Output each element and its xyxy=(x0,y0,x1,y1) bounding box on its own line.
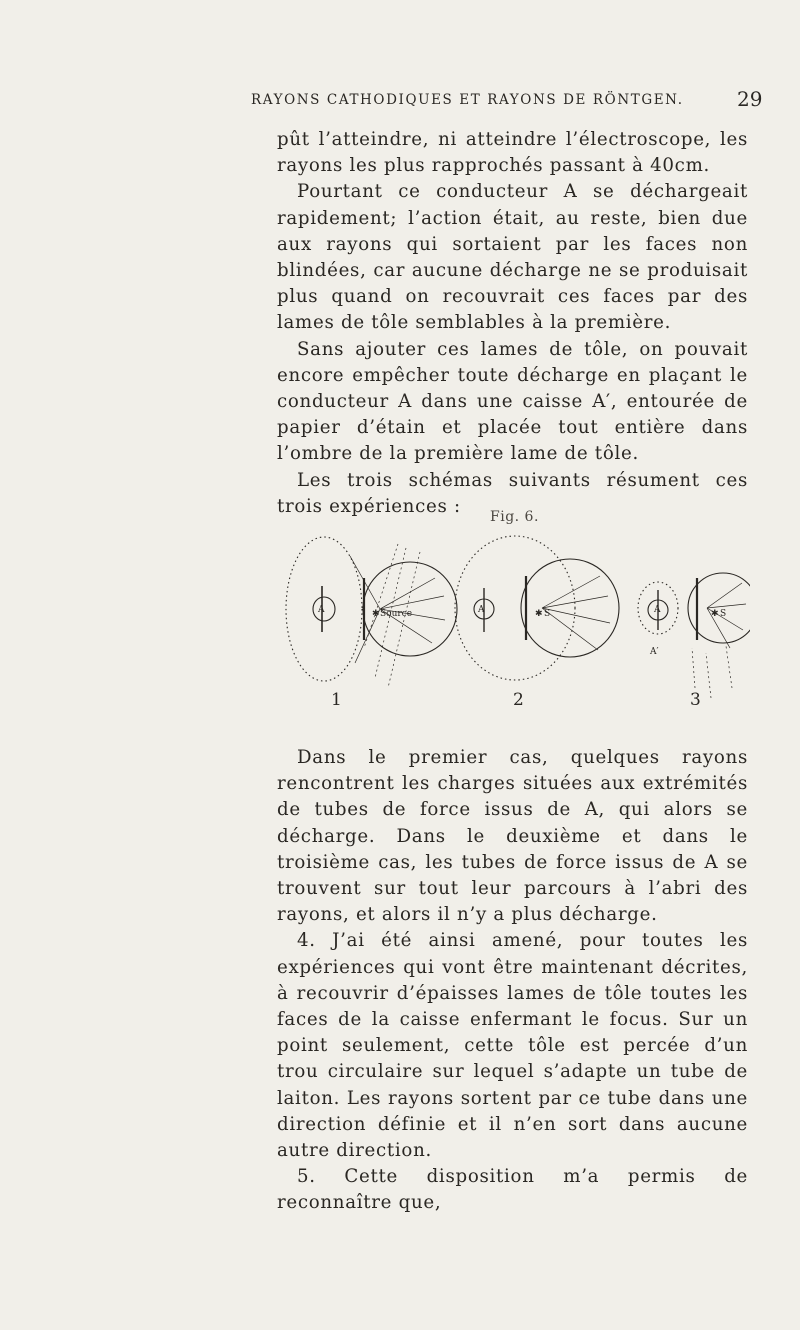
panel-3-label-a-prime: A′ xyxy=(650,647,659,657)
panel-2-ray-lines xyxy=(542,576,610,650)
panel-1-star-icon: ✱ xyxy=(372,609,380,619)
panel-1-label-a: A xyxy=(318,605,325,615)
panel-2-dotted-field xyxy=(455,536,575,680)
panel-1-label-source: Source xyxy=(380,609,413,619)
text-block-top xyxy=(277,127,748,520)
panel-2-star-icon: ✱ xyxy=(535,609,543,619)
panel-2-source-circle xyxy=(521,559,619,657)
paragraph-5: Dans le premier cas, quelques rayons rencontrent les charges situées aux extrémités de tubes de force issus de A, qui alors se décharge. Dans le deuxième et dans le troisième cas, les tubes de force issus de A se trouvent sur tout leur parcours à l’abri des rayons, et alors il n’y a plus décharge. xyxy=(277,747,748,926)
panel-2-label-a: A xyxy=(478,605,485,615)
page-number: 29 xyxy=(737,87,763,111)
paragraph-7: 5. Cette disposition m’a permis de reconnaître que, xyxy=(277,1166,748,1214)
panel-2-number: 2 xyxy=(513,690,524,710)
panel-3-star-icon: ✱ xyxy=(711,609,719,619)
panel-1-number: 1 xyxy=(331,690,342,710)
figure-6 xyxy=(280,528,750,738)
paragraph-2: Pourtant ce conducteur A se déchargeait rapidement; l’action était, au reste, bien due aux rayons qui sortaient par les faces non blindées, car aucune décharge ne se produisait plus quand on recouvrait ces faces par des lames de tôle semblables à la première. xyxy=(277,181,748,334)
panel-3-label-a: A xyxy=(654,605,661,615)
paragraph-1: pût l’atteindre, ni atteindre l’électroscope, les rayons les plus rapprochés passant à 40cm. xyxy=(277,129,748,177)
paragraph-3: Sans ajouter ces lames de tôle, on pouvait encore empêcher toute décharge en plaçant le conducteur A dans une caisse A′, entourée de papier d’étain et placée tout entière dans l’ombre de la première lame de tôle. xyxy=(277,338,748,465)
panel-3-label-s: S xyxy=(720,609,727,619)
panel-3-number: 3 xyxy=(690,690,701,710)
text-block-bottom xyxy=(277,745,748,1217)
paragraph-4: Les trois schémas suivants résument ces trois expériences : xyxy=(277,469,748,517)
paragraph-6: 4. J’ai été ainsi amené, pour toutes les expériences qui vont être maintenant décrites, à recouvrir d’épaisses lames de tôle toutes les faces de la caisse enfermant le focus. Sur un point seulement, cette tôle est percée d’un trou circulaire sur lequel s’adapte un tube de laiton. Les rayons sortent par ce tube dans une direction définie et il n’en sort dans aucune autre direction. xyxy=(277,930,748,1162)
running-head: RAYONS CATHODIQUES ET RAYONS DE RÖNTGEN. xyxy=(251,92,684,108)
figure-caption: Fig. 6. xyxy=(490,509,539,525)
panel-2-label-s: S xyxy=(544,609,551,619)
panel-3-diagram xyxy=(638,573,750,698)
